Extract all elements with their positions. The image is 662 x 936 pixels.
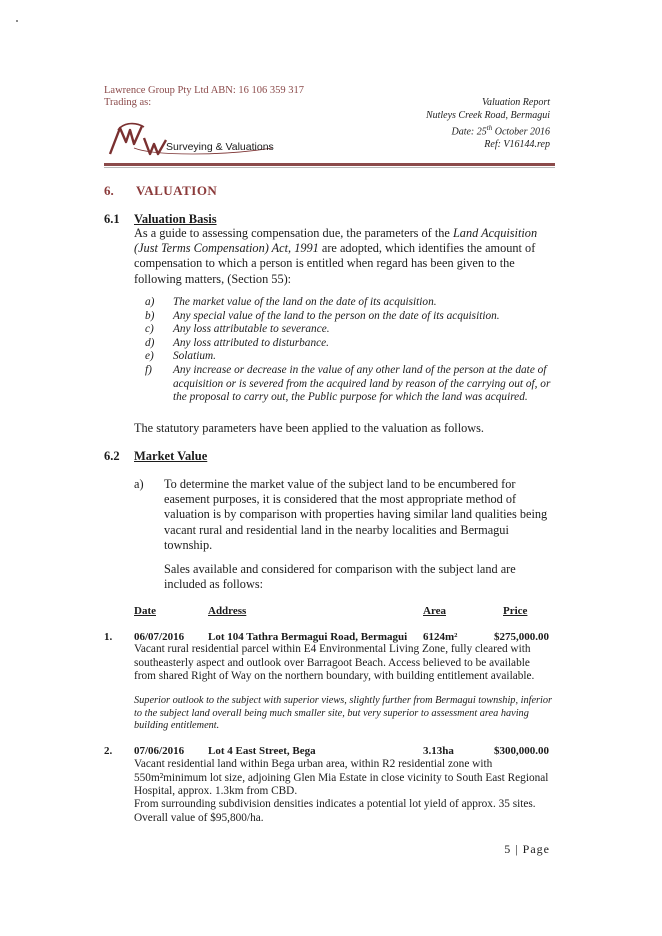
- market-item-letter: a): [134, 477, 144, 491]
- sale-price: $300,000.00: [494, 745, 549, 757]
- col-header-address: Address: [208, 605, 247, 617]
- report-ref: Ref: V16144.rep: [484, 138, 550, 150]
- sale-description: Vacant rural residential parcel within E4 Environmental Living Zone, fully cleared with southeasterly aspect and outlook over Barragoot Beach. Access believed to be available from shared Right of Way on the northern boundary, with building entitlement available.: [134, 643, 535, 682]
- logo-text: Surveying & Valuations: [166, 141, 274, 153]
- sale-number: 1.: [104, 631, 113, 643]
- company-logo: [104, 118, 284, 158]
- sale-date: 06/07/2016: [134, 631, 185, 643]
- company-name: Lawrence Group Pty Ltd ABN: 16 106 359 317: [104, 85, 305, 96]
- list-item: d) Any loss attributed to disturbance.: [145, 336, 329, 349]
- act-name: Land Acquisition (Just Terms Compensation) Act, 1991: [134, 226, 538, 256]
- sale-address: Lot 4 East Street, Bega: [208, 745, 316, 757]
- company-details: [104, 85, 304, 109]
- report-address: Nutleys Creek Road, Bermagui: [425, 109, 550, 121]
- basis-closing: The statutory parameters have been applied to the valuation as follows.: [134, 421, 485, 435]
- col-header-date: Date: [134, 605, 156, 617]
- list-item: b) Any special value of the land to the person on the date of its acquisition.: [145, 309, 500, 322]
- subsection-title-basis: Valuation Basis: [134, 212, 217, 226]
- trading-as: Trading as:: [104, 97, 152, 108]
- sale-address: Lot 104 Tathra Bermagui Road, Bermagui: [208, 631, 408, 643]
- col-header-area: Area: [423, 605, 447, 617]
- report-title: Valuation Report: [481, 97, 550, 108]
- market-paragraph-2: Sales available and considered for comparison with the subject land are included as follows:: [164, 562, 516, 592]
- report-date: Date: 25th October 2016: [451, 124, 550, 138]
- sale-comment: Superior outlook to the subject with superior views, slightly further from Bermagui township, inferior to the subject land overall being much smaller site, but very superior to assessment area having building entitlement.: [134, 695, 553, 732]
- sale-description-2: From surrounding subdivision densities indicates a potential lot yield of approx. 35 sites. Overall value of $95,800/ha.: [134, 798, 536, 824]
- report-meta: [426, 97, 550, 151]
- section-number: 6.: [104, 183, 114, 198]
- scan-speck: [16, 20, 18, 22]
- list-item: e) Solatium.: [145, 350, 216, 363]
- page-number: 5 | Page: [504, 842, 550, 856]
- list-item: c) Any loss attributable to severance.: [145, 323, 330, 336]
- subsection-title-market: Market Value: [134, 449, 208, 463]
- header-rule-thin: [104, 167, 555, 168]
- sale-price: $275,000.00: [494, 631, 549, 643]
- list-item: f) Any increase or decrease in the value of any other land of the person at the date of acquisition or is severed from the acquired land by reason of the carrying out of, or the proposal to carry out, the Public purpose for which the land was acquired.: [145, 363, 551, 404]
- sale-area: 3.13ha: [423, 745, 454, 757]
- logo-mark-icon: [104, 118, 284, 158]
- sale-description: Vacant residential land within Bega urban area, within R2 residential zone with 550m²minimum lot size, adjoining Glen Mia Estate in close vicinity to South East Regional Hospital, approx. 1.3km from CBD.: [134, 758, 549, 797]
- market-paragraph-1: To determine the market value of the subject land to be encumbered for easement purposes, it is considered that the most appropriate method of valuation is by comparison with properties having similar land qualities being vacant rural and residential land in the nearby localities and Bermagui township.: [164, 477, 548, 552]
- subsection-number-market: 6.2: [104, 449, 120, 463]
- col-header-price: Price: [503, 605, 528, 617]
- header-rule: [104, 163, 555, 166]
- list-item: a) The market value of the land on the date of its acquisition.: [145, 296, 437, 308]
- sale-area: 6124m²: [423, 631, 458, 643]
- subsection-number-basis: 6.1: [104, 212, 120, 226]
- section-title: VALUATION: [136, 183, 218, 198]
- sale-number: 2.: [104, 745, 113, 757]
- matters-list: [145, 296, 565, 405]
- basis-intro: As a guide to assessing compensation due, the parameters of the Land Acquisition (Just Terms Compensation) Act, 1991 are adopted, which identifies the amount of compensation to which a person is entitled when regard has been given to the following matters, (Section 55):: [134, 226, 538, 286]
- sale-date: 07/06/2016: [134, 745, 185, 757]
